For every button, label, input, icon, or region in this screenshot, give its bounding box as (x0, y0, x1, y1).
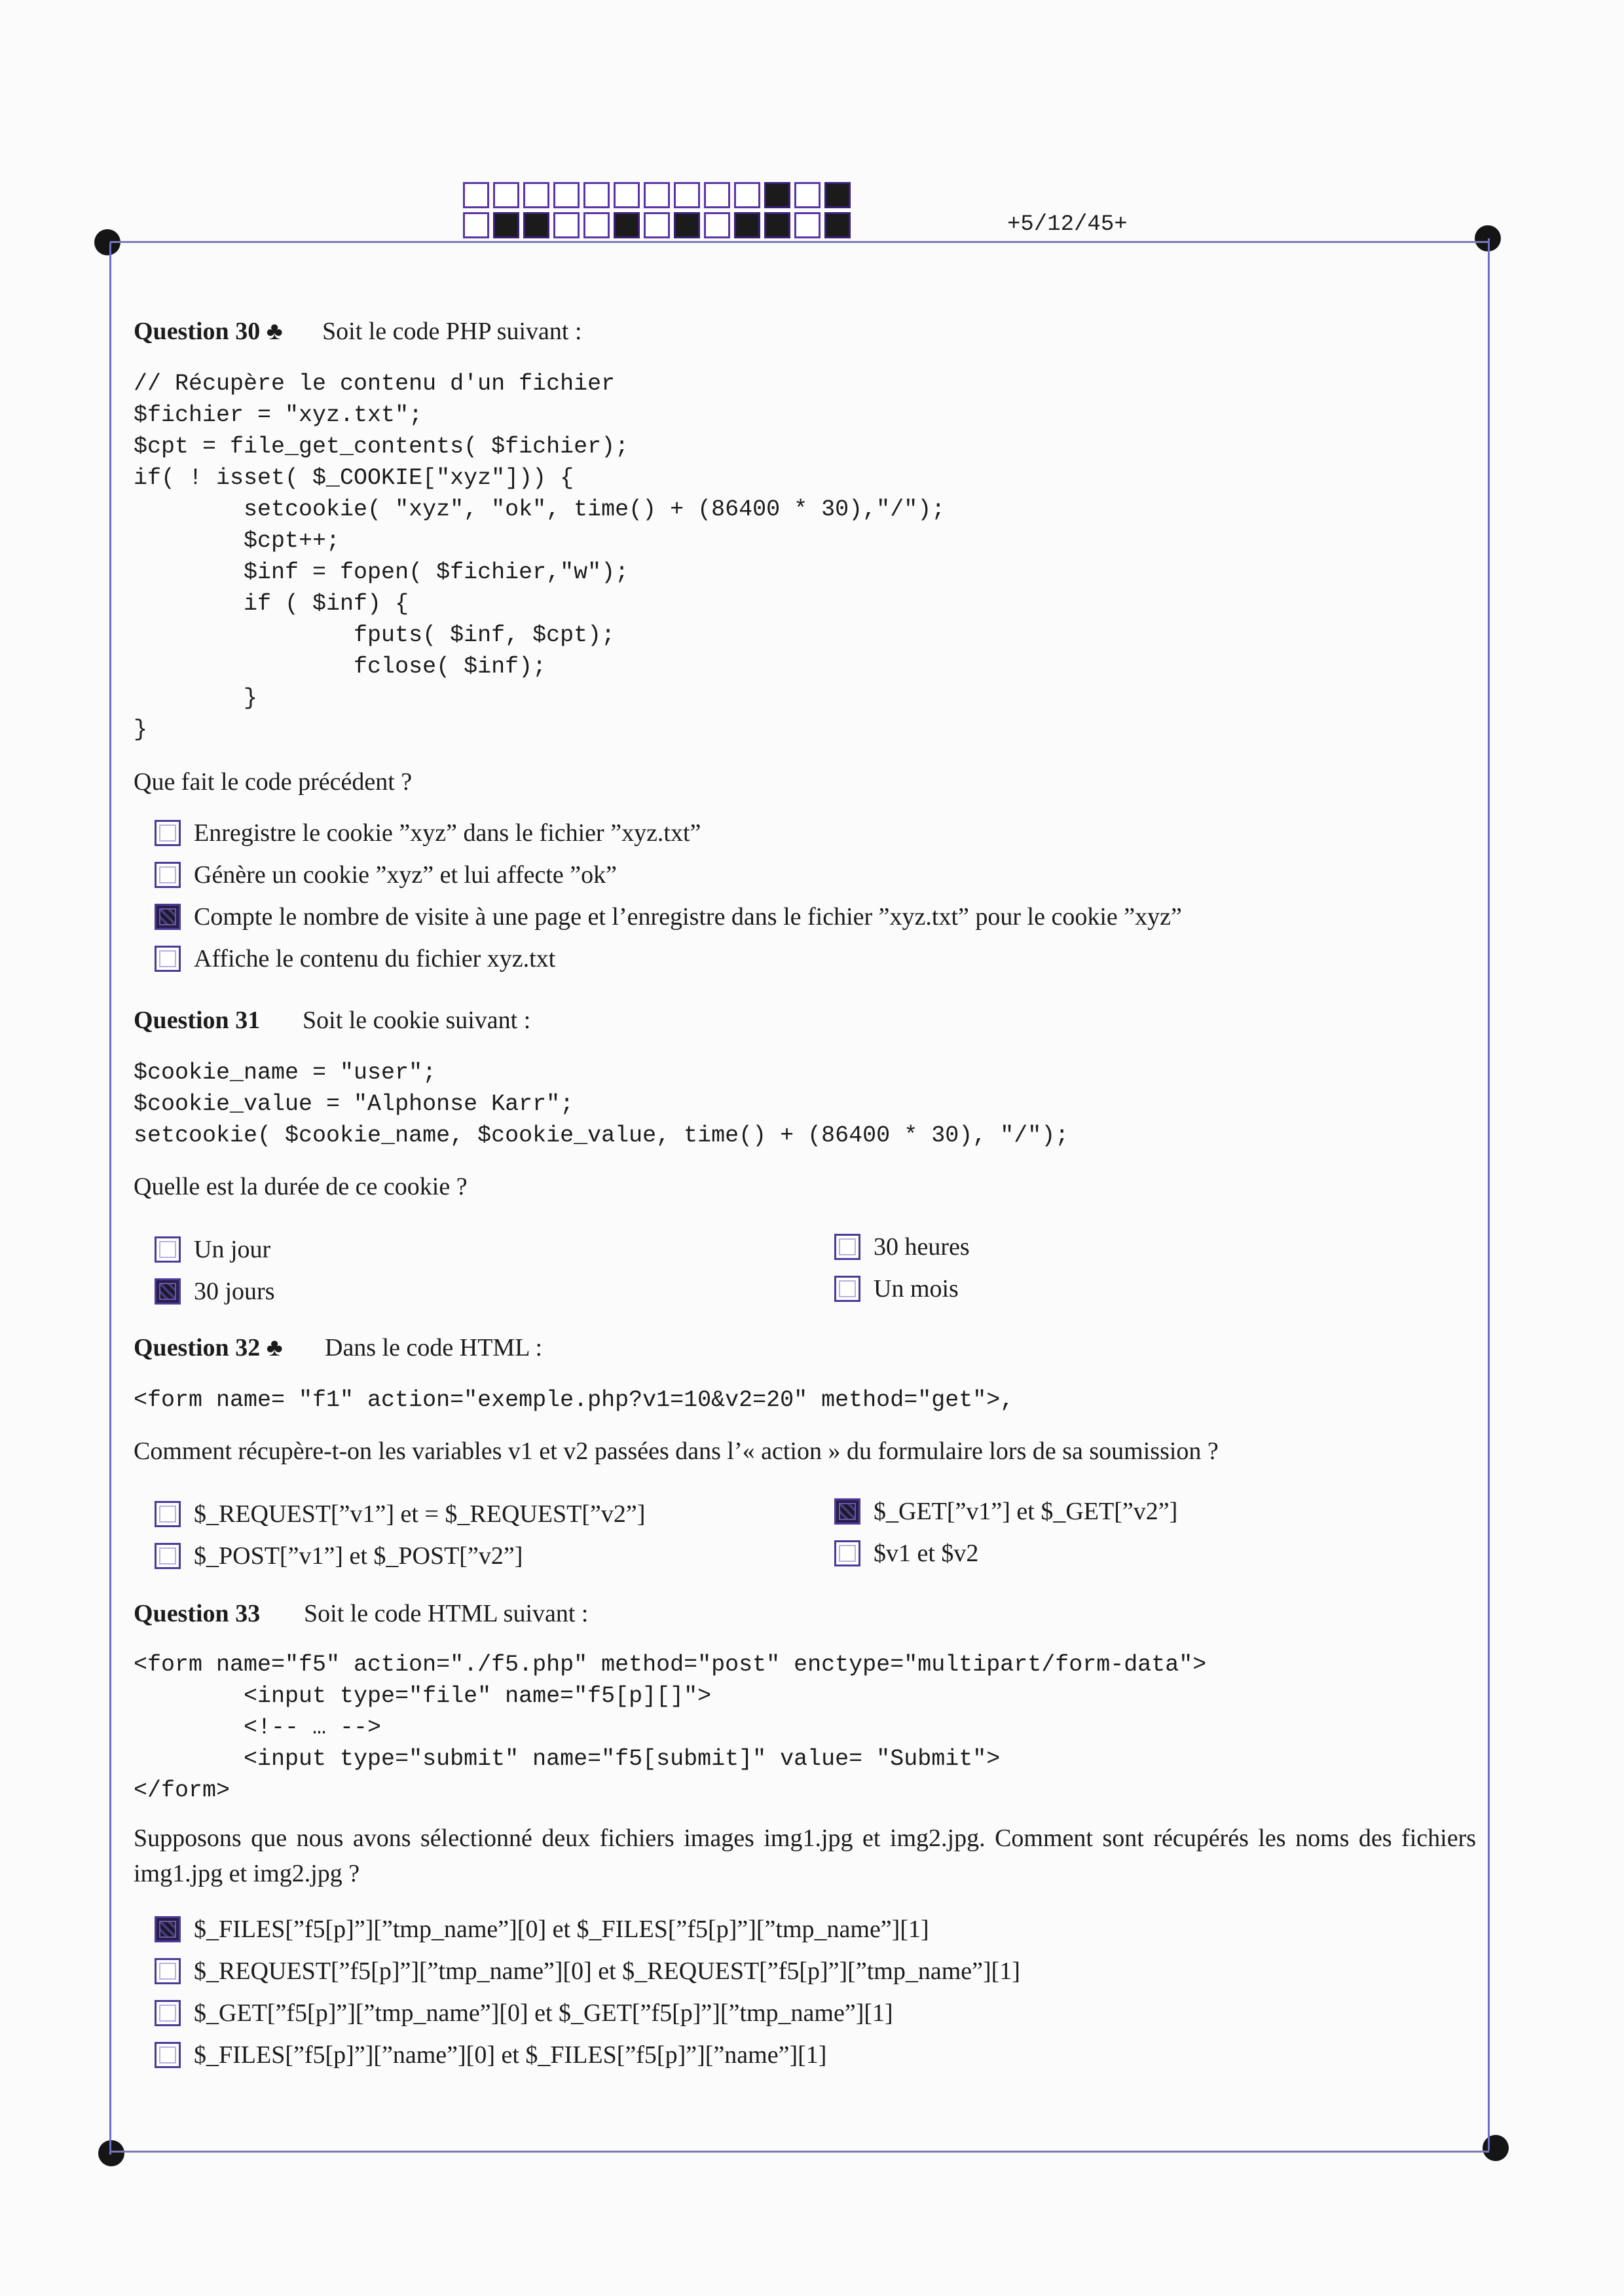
checkbox-checked[interactable] (155, 904, 181, 930)
question-31-prompt: Soit le cookie suivant : (303, 1007, 531, 1034)
code-line: <form name="f5" action="./f5.php" method="post" enctype="multipart/form-data"> (134, 1652, 1207, 1678)
question-33-label: Question 33 (134, 1600, 261, 1627)
question-32-question: Comment récupère-t-on les variables v1 et v2 passées dans l’« action » du formulaire lors de sa soumission ? (134, 1437, 1219, 1465)
option-label: $_REQUEST[”f5[p]”][”tmp_name”][0] et $_REQUEST[”f5[p]”][”tmp_name”][1] (194, 1957, 1020, 1985)
code-line: $cookie_name = "user"; (134, 1060, 437, 1086)
q32-option-3[interactable] (834, 1497, 1177, 1526)
question-33-prompt: Soit le code HTML suivant : (304, 1600, 589, 1627)
option-label: 30 jours (194, 1278, 275, 1305)
registration-mark-bottom-right (1483, 2135, 1509, 2161)
question-30-prompt: Soit le code PHP suivant : (322, 318, 582, 345)
checkbox[interactable] (834, 1540, 860, 1566)
code-line: <input type="file" name="f5[p][]"> (134, 1683, 712, 1709)
q33-option-1[interactable] (155, 1915, 929, 1944)
checkbox[interactable] (155, 1501, 181, 1527)
code-line: </form> (134, 1777, 231, 1804)
code-line: setcookie( "xyz", "ok", time() + (86400 * 30),"/"); (134, 496, 946, 523)
checkbox[interactable] (155, 1236, 181, 1263)
option-label: $_FILES[”f5[p]”][”tmp_name”][0] et $_FILES[”f5[p]”][”tmp_name”][1] (194, 1916, 929, 1943)
q30-option-1[interactable] (155, 819, 701, 847)
q31-option-3[interactable] (834, 1232, 970, 1261)
code-line: <!-- … --> (134, 1714, 382, 1741)
frame-bottom (111, 2151, 1489, 2153)
question-32-label: Question 32 (134, 1334, 261, 1361)
frame-left (109, 242, 111, 2155)
q32-option-4[interactable] (834, 1539, 978, 1568)
q33-option-4[interactable] (155, 2041, 826, 2069)
question-30-label: Question 30 (134, 318, 261, 345)
code-line: fclose( $inf); (134, 654, 547, 680)
q30-option-4[interactable] (155, 944, 555, 973)
code-line: } (134, 716, 148, 743)
frame-top (110, 241, 1488, 243)
checkbox-checked[interactable] (834, 1498, 860, 1525)
frame-right (1488, 238, 1490, 2151)
question-33-code (134, 1649, 1206, 1806)
checkbox[interactable] (155, 820, 181, 846)
id-marker-row-2 (463, 212, 851, 237)
checkbox[interactable] (155, 862, 181, 888)
option-label: Compte le nombre de visite à une page et l’enregistre dans le fichier ”xyz.txt” pour le cookie ”xyz” (194, 903, 1182, 931)
checkbox-checked[interactable] (155, 1278, 181, 1305)
q32-option-2[interactable] (155, 1542, 523, 1570)
option-label: $_GET[”f5[p]”][”tmp_name”][0] et $_GET[”f5[p]”][”tmp_name”][1] (194, 1999, 893, 2027)
option-label: 30 heures (874, 1233, 970, 1261)
option-label: $_REQUEST[”v1”] et = $_REQUEST[”v2”] (194, 1500, 646, 1528)
question-30-heading (134, 317, 283, 346)
option-label: Enregistre le cookie ”xyz” dans le fichier ”xyz.txt” (194, 819, 701, 847)
question-30-code (134, 368, 945, 745)
code-line: $cpt = file_get_contents( $fichier); (134, 434, 629, 460)
code-line: <input type="submit" name="f5[submit]" value= "Submit"> (134, 1746, 1001, 1772)
question-32-heading (134, 1333, 283, 1362)
checkbox[interactable] (834, 1234, 860, 1260)
code-line: $cookie_value = "Alphonse Karr"; (134, 1091, 574, 1117)
question-33-question: Supposons que nous avons sélectionné deux fichiers images img1.jpg et img2.jpg. Comment sont récupérés les noms des fichiers img1.jpg et img2.jpg ? (134, 1824, 1476, 1887)
q33-option-3[interactable] (155, 1999, 893, 2028)
option-label: $_GET[”v1”] et $_GET[”v2”] (874, 1498, 1178, 1525)
option-label: Un mois (874, 1275, 959, 1303)
checkbox-checked[interactable] (155, 1916, 181, 1942)
code-line: $inf = fopen( $fichier,"w"); (134, 559, 629, 585)
option-label: Génère un cookie ”xyz” et lui affecte ”ok” (194, 861, 617, 889)
code-line: } (134, 685, 258, 711)
q31-option-2[interactable] (155, 1277, 275, 1306)
option-label: Affiche le contenu du fichier xyz.txt (194, 945, 556, 972)
club-icon: ♣ (266, 1334, 283, 1361)
question-32-code: <form name= "f1" action="exemple.php?v1=10&v2=20" method="get">, (134, 1387, 1014, 1413)
checkbox[interactable] (155, 1958, 181, 1984)
option-label: $_FILES[”f5[p]”][”name”][0] et $_FILES[”f5[p]”][”name”][1] (194, 2041, 827, 2069)
code-line: if ( $inf) { (134, 591, 409, 617)
code-line: if( ! isset( $_COOKIE["xyz"])) { (134, 465, 574, 491)
q33-option-2[interactable] (155, 1957, 1020, 1986)
option-label: Un jour (194, 1236, 271, 1263)
q31-option-4[interactable] (834, 1274, 959, 1303)
id-marker-row-1 (463, 182, 851, 207)
question-30-question: Que fait le code précédent ? (134, 768, 413, 796)
q30-option-3[interactable] (155, 902, 1182, 931)
option-label: $_POST[”v1”] et $_POST[”v2”] (194, 1542, 523, 1570)
q31-option-1[interactable] (155, 1235, 270, 1264)
code-line: setcookie( $cookie_name, $cookie_value, time() + (86400 * 30), "/"); (134, 1122, 1069, 1149)
code-line: // Récupère le contenu d'un fichier (134, 371, 616, 397)
question-31-code (134, 1057, 1069, 1151)
option-label: $v1 et $v2 (874, 1540, 979, 1567)
checkbox[interactable] (155, 1543, 181, 1569)
checkbox[interactable] (155, 2042, 181, 2068)
q32-option-1[interactable] (155, 1500, 645, 1528)
checkbox[interactable] (155, 2000, 181, 2026)
q30-option-2[interactable] (155, 861, 617, 889)
page-number: +5/12/45+ (1007, 212, 1128, 237)
code-line: $cpt++; (134, 528, 341, 554)
question-31-label: Question 31 (134, 1007, 261, 1034)
club-icon: ♣ (266, 318, 283, 345)
question-32-prompt: Dans le code HTML : (325, 1334, 543, 1361)
code-line: fputs( $inf, $cpt); (134, 622, 616, 648)
question-31-question: Quelle est la durée de ce cookie ? (134, 1173, 468, 1200)
checkbox[interactable] (155, 946, 181, 972)
code-line: $fichier = "xyz.txt"; (134, 402, 423, 428)
registration-mark-bottom-left (98, 2140, 124, 2166)
checkbox[interactable] (834, 1276, 860, 1302)
